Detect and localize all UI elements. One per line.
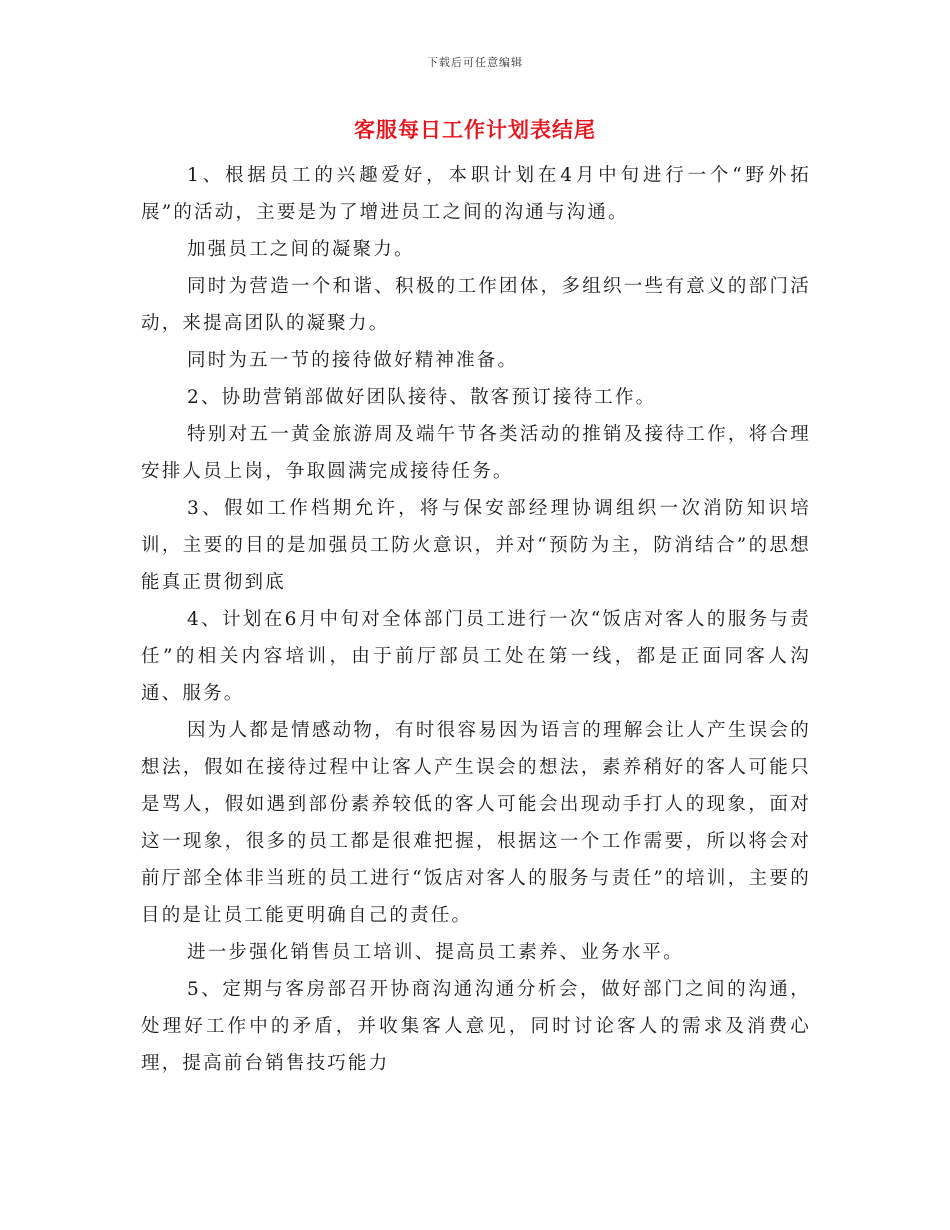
paragraph-5: 2、协助营销部做好团队接待、散客预订接待工作。 bbox=[187, 387, 657, 408]
document-title: 客服每日工作计划表结尾 bbox=[354, 117, 596, 142]
paragraph-1: 1、根据员工的兴趣爱好，本职计划在4月中旬进行一个“野外拓展”的活动，主要是为了增进员工之间的沟通与沟通。 bbox=[141, 165, 811, 223]
paragraph-4: 同时为五一节的接待做好精神准备。 bbox=[187, 350, 519, 371]
paragraph-8: 4、计划在6月中旬对全体部门员工进行一次“饭店对客人的服务与责任”的相关内容培训，由于前厅部员工处在第一线，都是正面同客人沟通、服务。 bbox=[141, 609, 811, 704]
paragraph-7: 3、假如工作档期允许，将与保安部经理协调组织一次消防知识培训，主要的目的是加强员工防火意识，并对“预防为主，防消结合”的思想能真正贯彻到底 bbox=[141, 498, 811, 593]
paragraph-10: 进一步强化销售员工培训、提高员工素养、业务水平。 bbox=[187, 942, 684, 963]
paragraph-3: 同时为营造一个和谐、积极的工作团体，多组织一些有意义的部门活动，来提高团队的凝聚力。 bbox=[141, 276, 811, 334]
paragraph-11: 5、定期与客房部召开协商沟通沟通分析会，做好部门之间的沟通，处理好工作中的矛盾，并收集客人意见，同时讨论客人的需求及消费心理，提高前台销售技巧能力 bbox=[141, 979, 811, 1074]
paragraph-9: 因为人都是情感动物，有时很容易因为语言的理解会让人产生误会的想法，假如在接待过程中让客人产生误会的想法，素养稍好的客人可能只是骂人，假如遇到部份素养较低的客人可能会出现动手打人的现象，面对这一现象，很多的员工都是很难把握，根据这一个工作需要，所以将会对前厅部全体非当班的员工进行“饭店对客人的服务与责任”的培训，主要的目的是让员工能更明确自己的责任。 bbox=[141, 720, 811, 926]
paragraph-2: 加强员工之间的凝聚力。 bbox=[187, 239, 415, 260]
paragraph-6: 特别对五一黄金旅游周及端午节各类活动的推销及接待工作，将合理安排人员上岗，争取圆满完成接待任务。 bbox=[141, 424, 811, 482]
document-body bbox=[141, 157, 811, 1082]
header-note: 下载后可任意编辑 bbox=[427, 56, 523, 69]
